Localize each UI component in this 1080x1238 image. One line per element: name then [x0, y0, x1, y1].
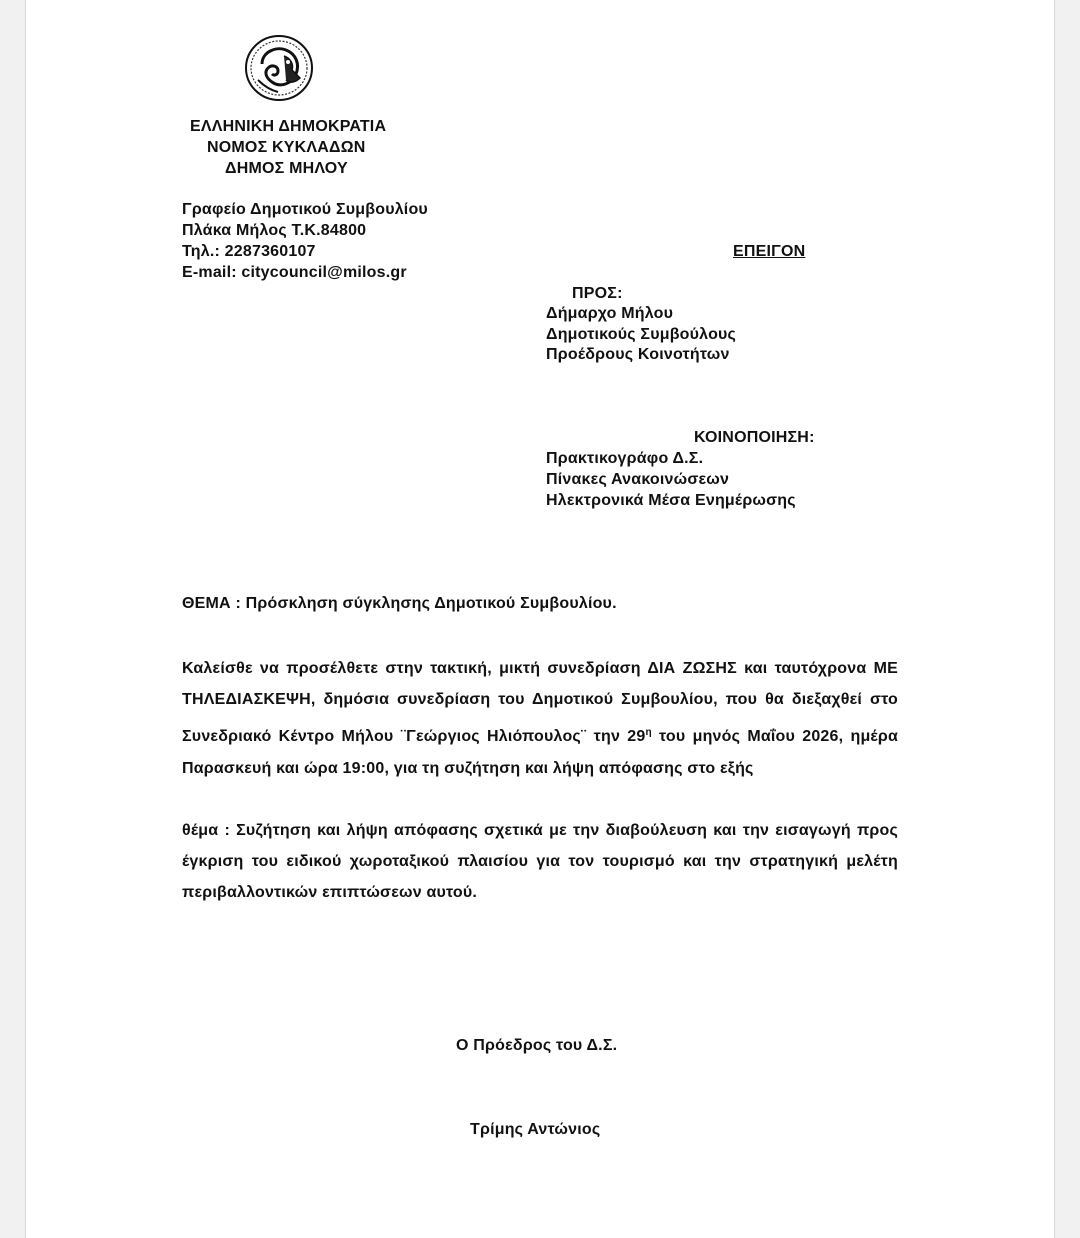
cc-label: ΚΟΙΝΟΠΟΙΗΣΗ: [694, 429, 815, 446]
recipients-label: ΠΡΟΣ: [572, 285, 623, 302]
office-name: Γραφείο Δημοτικού Συμβουλίου [182, 201, 428, 218]
municipality-heading: ΔΗΜΟΣ ΜΗΛΟΥ [225, 160, 348, 177]
topic-line: έγκριση του ειδικού χωροταξικού πλαισίου για τον τουρισμό και την στρατηγική μελέτη [182, 853, 898, 870]
recipient-item: Δήμαρχο Μήλου [546, 305, 674, 322]
body-line-text: Συνεδριακό Κέντρο Μήλου ¨Γεώργιος Ηλιόπουλος¨ την 29 [182, 728, 646, 745]
topic-line: θέμα : Συζήτηση και λήψη απόφασης σχετικά με την διαβούλευση και την εισαγωγή προς [182, 822, 898, 839]
ordinal-suffix: η [645, 727, 652, 738]
office-email: E-mail: citycouncil@milos.gr [182, 264, 407, 281]
body-line: ΤΗΛΕΔΙΑΣΚΕΨΗ, δημόσια συνεδρίαση του Δημοτικού Συμβουλίου, που θα διεξαχθεί στο [182, 691, 898, 708]
urgent-label: ΕΠΕΙΓΟΝ [733, 243, 806, 260]
ram-head-coin-seal-icon [244, 34, 314, 102]
body-line: Παρασκευή και ώρα 19:00, για τη συζήτηση και λήψη απόφασης στο εξής [182, 760, 754, 777]
signature-name: Τρίμης Αντώνιος [470, 1121, 601, 1138]
prefecture-heading: ΝΟΜΟΣ ΚΥΚΛΑΔΩΝ [207, 139, 366, 156]
topic-line: περιβαλλοντικών επιπτώσεων αυτού. [182, 884, 478, 901]
recipient-item: Δημοτικούς Συμβούλους [546, 326, 737, 343]
recipient-item: Προέδρους Κοινοτήτων [546, 346, 730, 363]
cc-item: Πίνακες Ανακοινώσεων [546, 471, 730, 488]
cc-item: Ηλεκτρονικά Μέσα Ενημέρωσης [546, 492, 796, 509]
subject-line: ΘΕΜΑ : Πρόσκληση σύγκλησης Δημοτικού Συμβουλίου. [182, 595, 617, 612]
cc-item: Πρακτικογράφο Δ.Σ. [546, 450, 704, 467]
republic-heading: ΕΛΛΗΝΙΚΗ ΔΗΜΟΚΡΑΤΙΑ [190, 118, 387, 135]
office-address: Πλάκα Μήλος Τ.Κ.84800 [182, 222, 367, 239]
signature-title: Ο Πρόεδρος του Δ.Σ. [456, 1037, 618, 1054]
body-line: Καλείσθε να προσέλθετε στην τακτική, μικτή συνεδρίαση ΔΙΑ ΖΩΣΗΣ και ταυτόχρονα ΜΕ [182, 660, 898, 677]
body-line-text: του μηνός Μαΐου 2026, ημέρα [651, 728, 898, 745]
office-phone: Τηλ.: 2287360107 [182, 243, 316, 260]
body-line [182, 728, 898, 746]
